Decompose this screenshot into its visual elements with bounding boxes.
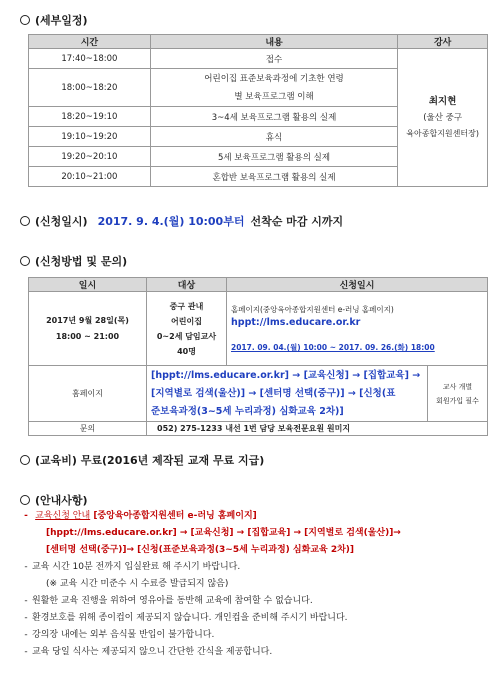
apply-method-table bbox=[28, 277, 488, 436]
schedule-content: 어린이집 표준보육과정에 기초한 연령별 보육프로그램 이해 bbox=[150, 69, 398, 107]
schedule-time: 18:00~18:20 bbox=[29, 69, 151, 107]
schedule-time: 20:10~21:00 bbox=[29, 167, 151, 187]
schedule-header-time: 시간 bbox=[29, 35, 151, 49]
schedule-content: 접수 bbox=[150, 49, 398, 69]
schedule-table bbox=[28, 34, 488, 187]
schedule-header-instructor: 강사 bbox=[398, 35, 488, 49]
schedule-content: 혼합반 보육프로그램 활용의 실제 bbox=[150, 167, 398, 187]
notice-item: - 강의장 내에는 외부 음식물 반입이 불가합니다. bbox=[24, 630, 215, 640]
schedule-time: 19:20~20:10 bbox=[29, 147, 151, 167]
apply-path-line: [hppt://lms.educare.or.kr] → [교육신청] → [집합교육] → bbox=[151, 369, 421, 381]
notice-item: - 교육 시간 10분 전까지 입실완료 해 주시기 바랍니다. bbox=[24, 562, 241, 572]
inquiry-value: 052) 275-1233 내선 1번 담당 보육전문요원 원미지 bbox=[147, 422, 488, 436]
schedule-header-content: 내용 bbox=[150, 35, 398, 49]
target-cell: 중구 관내 어린이집 0~2세 담임교사 40명 bbox=[147, 292, 227, 366]
apply-path-line: [지역별로 검색(울산)] → [센터명 선택(중구)] → [신청(표 bbox=[151, 387, 396, 399]
notice-item: - 교육신청 안내 [중앙육아종합지원센터 e-러닝 홈페이지] bbox=[24, 511, 257, 521]
notice-item-sub: (※ 교육 시간 미준수 시 수료증 발급되지 않음) bbox=[46, 579, 229, 589]
inquiry-label: 문의 bbox=[29, 422, 147, 436]
notice-item-label: 교육신청 안내 bbox=[35, 511, 91, 521]
apply-header-period: 신청일시 bbox=[227, 278, 488, 292]
instructor-org-line2: 육아종합지원센터장) bbox=[406, 128, 479, 138]
apply-path-cell bbox=[147, 366, 428, 422]
schedule-content: 3~4세 보육프로그램 활용의 실제 bbox=[150, 107, 398, 127]
instructor-org-line1: (울산 중구 bbox=[423, 112, 463, 123]
apply-header-date: 일시 bbox=[29, 278, 147, 292]
signup-note-cell: 교사 개별 회원가입 필수 bbox=[428, 366, 488, 422]
schedule-section-title: (세부일정) bbox=[20, 12, 88, 28]
event-time: 18:00 ~ 21:00 bbox=[55, 331, 120, 341]
homepage-label: 홈페이지 bbox=[29, 366, 147, 422]
notice-item-continued: [hppt://lms.educare.or.kr] → [교육신청] → [집합교육] → [지역별로 검색(울산)]→ bbox=[46, 528, 401, 538]
apply-method-section-title: (신청방법 및 문의) bbox=[20, 253, 127, 269]
apply-site-name: 홈페이지(중앙육아종합지원센터 e-러닝 홈페이지) bbox=[231, 305, 394, 314]
notice-list bbox=[20, 508, 490, 661]
notice-item: - 교육 당일 식사는 제공되지 않으니 간단한 간식을 제공합니다. bbox=[24, 647, 273, 657]
apply-site-url[interactable]: hppt://lms.educare.or.kr bbox=[231, 317, 361, 328]
notice-item: - 원활한 교육 진행을 위하여 영유아를 동반해 교육에 참여할 수 없습니다. bbox=[24, 596, 313, 606]
instructor-name: 최지현 bbox=[428, 95, 457, 107]
notice-item-continued: [센터명 선택(중구)]→ [신청(표준보육과정(3~5세 누리과정) 심화교육 2차)] bbox=[46, 545, 355, 555]
schedule-time: 18:20~19:10 bbox=[29, 107, 151, 127]
notice-section-title: (안내사항) bbox=[20, 492, 88, 508]
schedule-time: 17:40~18:00 bbox=[29, 49, 151, 69]
event-date: 2017년 9월 28일(목) bbox=[46, 315, 129, 325]
apply-period-section: (신청일시) 2017. 9. 4.(월) 10:00부터 선착순 마감 시까지 bbox=[20, 213, 343, 229]
event-date-cell bbox=[29, 292, 147, 366]
circle-bullet-icon bbox=[20, 455, 30, 465]
circle-bullet-icon bbox=[20, 216, 30, 226]
notice-item: - 환경보호를 위해 종이컵이 제공되지 않습니다. 개인컵을 준비해 주시기 바랍니다. bbox=[24, 613, 348, 623]
circle-bullet-icon bbox=[20, 495, 30, 505]
apply-site-cell bbox=[227, 292, 488, 366]
circle-bullet-icon bbox=[20, 15, 30, 25]
schedule-content: 5세 보육프로그램 활용의 실제 bbox=[150, 147, 398, 167]
apply-header-target: 대상 bbox=[147, 278, 227, 292]
apply-period-range: 2017. 09. 04.(월) 10:00 ~ 2017. 09. 26.(화) 18:00 bbox=[231, 343, 435, 352]
schedule-time: 19:10~19:20 bbox=[29, 127, 151, 147]
fee-section: (교육비) 무료(2016년 제작된 교재 무료 지급) bbox=[20, 452, 264, 468]
instructor-cell bbox=[398, 49, 488, 187]
circle-bullet-icon bbox=[20, 256, 30, 266]
apply-period-date: 2017. 9. 4.(월) 10:00부터 bbox=[97, 215, 245, 228]
apply-period-suffix: 선착순 마감 시까지 bbox=[250, 215, 344, 228]
apply-path-line: 준보육과정(3~5세 누리과정) 심화교육 2차)] bbox=[151, 405, 344, 417]
schedule-content: 휴식 bbox=[150, 127, 398, 147]
